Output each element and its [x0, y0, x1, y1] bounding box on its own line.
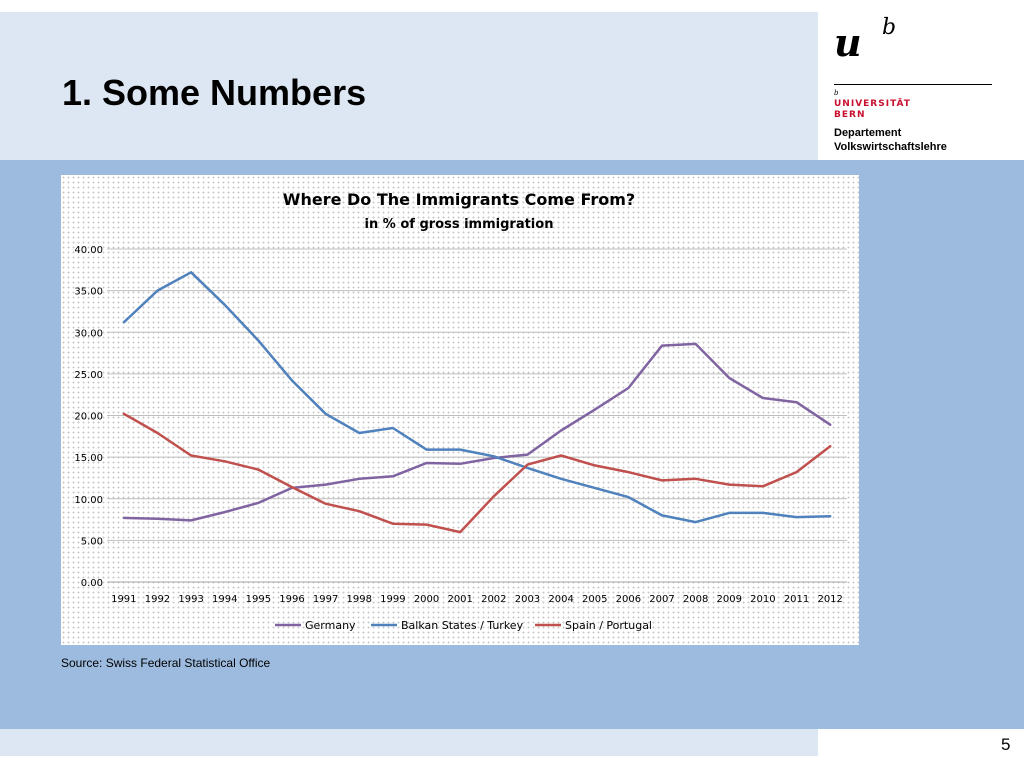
- x-tick-label: 2010: [750, 594, 776, 605]
- university-city: BERN: [834, 110, 866, 120]
- x-tick-label: 1997: [312, 594, 339, 605]
- x-tick-label: 1995: [245, 594, 272, 605]
- chart-subtitle: in % of gross immigration: [364, 217, 554, 232]
- y-axis-ticks: [74, 245, 103, 589]
- y-tick-label: 30.00: [74, 328, 103, 340]
- x-tick-label: 2000: [413, 594, 440, 605]
- x-tick-label: 2008: [682, 594, 709, 605]
- x-tick-label: 1994: [212, 594, 238, 605]
- chart-legend: [275, 619, 652, 632]
- x-tick-label: 1993: [178, 594, 204, 605]
- x-axis-ticks: [111, 594, 843, 605]
- y-tick-label: 35.00: [74, 286, 103, 298]
- x-tick-label: 1991: [111, 594, 137, 605]
- y-tick-label: 20.00: [74, 411, 103, 423]
- chart-series: [124, 272, 830, 532]
- x-tick-label: 2012: [817, 594, 843, 605]
- chart-panel: [61, 175, 859, 645]
- x-tick-label: 1998: [346, 594, 372, 605]
- x-tick-label: 2004: [548, 594, 574, 605]
- y-tick-label: 5.00: [80, 536, 103, 548]
- svg-text:u: u: [834, 20, 862, 62]
- x-tick-label: 2005: [582, 594, 608, 605]
- x-tick-label: 1999: [380, 594, 406, 605]
- series-line-germany: [124, 344, 830, 521]
- y-tick-label: 10.00: [74, 494, 103, 506]
- legend-label: Spain / Portugal: [565, 619, 652, 632]
- logo-divider: [834, 84, 992, 85]
- department-name-line2: Volkswirtschaftslehre: [834, 141, 947, 153]
- page-number: 5: [1001, 735, 1011, 754]
- footer-band: [0, 729, 818, 756]
- x-tick-label: 2006: [615, 594, 642, 605]
- x-tick-label: 2011: [783, 594, 810, 605]
- slide-title: 1. Some Numbers: [62, 72, 367, 113]
- x-tick-label: 2003: [514, 594, 541, 605]
- university-name: UNIVERSITÄT: [834, 99, 911, 109]
- legend-label: Balkan States / Turkey: [401, 619, 524, 632]
- y-tick-label: 0.00: [80, 578, 103, 589]
- department-name-line1: Departement: [834, 127, 902, 139]
- x-tick-label: 2001: [447, 594, 473, 605]
- x-tick-label: 2002: [481, 594, 507, 605]
- x-tick-label: 1992: [144, 594, 171, 605]
- y-tick-label: 40.00: [74, 245, 103, 256]
- x-tick-label: 1996: [279, 594, 305, 605]
- university-logo: [818, 0, 1024, 160]
- unibe-logo-icon: [834, 12, 904, 62]
- immigration-line-chart: [61, 175, 859, 645]
- source-note: Source: Swiss Federal Statistical Office: [61, 656, 271, 670]
- chart-title: Where Do The Immigrants Come From?: [282, 190, 636, 209]
- legend-label: Germany: [305, 619, 356, 632]
- logo-small-mark: b: [834, 89, 839, 97]
- svg-text:b: b: [882, 15, 897, 40]
- y-tick-label: 25.00: [74, 369, 103, 381]
- x-tick-label: 2009: [716, 594, 742, 605]
- x-tick-label: 2007: [649, 594, 675, 605]
- y-tick-label: 15.00: [74, 453, 103, 465]
